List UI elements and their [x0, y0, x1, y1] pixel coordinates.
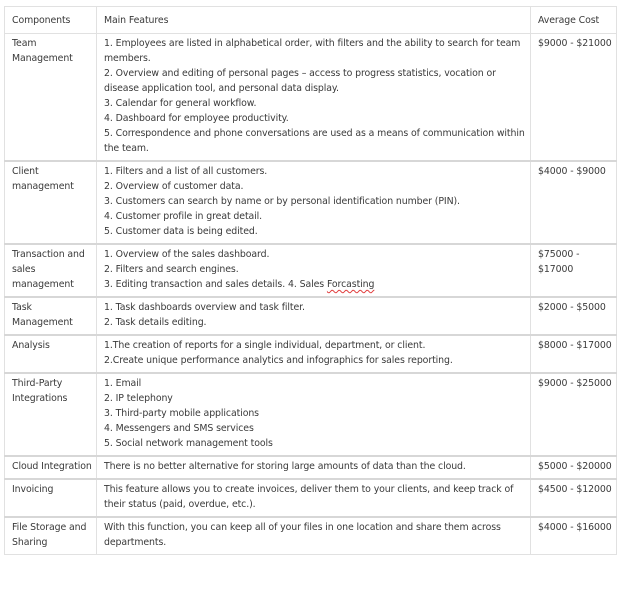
features-cell [97, 34, 531, 162]
component-cell: Third-Party Integrations [5, 373, 97, 456]
feature-item: 4. Dashboard for employee productivity. [104, 113, 289, 124]
feature-item: 4. Messengers and SMS services [104, 423, 254, 434]
feature-item: 1. Task dashboards overview and task filter. [104, 302, 305, 313]
features-cost-table [4, 6, 617, 555]
component-cell: Transaction and sales management [5, 244, 97, 297]
feature-item: 1.The creation of reports for a single individual, department, or client. [104, 340, 426, 351]
cost-cell: $4000 - $9000 [531, 161, 617, 244]
feature-item: 2. Overview and editing of personal pages – access to progress statistics, vocation or disease application tool, and personal data display. [104, 68, 496, 94]
feature-item: 4. Customer profile in great detail. [104, 211, 263, 222]
table-row [5, 34, 617, 162]
component-cell: Cloud Integration [5, 456, 97, 479]
table-row [5, 456, 617, 479]
component-cell: Analysis [5, 335, 97, 373]
cost-cell: $4000 - $16000 [531, 517, 617, 555]
cost-cell: $9000 - $25000 [531, 373, 617, 456]
component-cell: Task Management [5, 297, 97, 335]
header-main-features: Main Features [97, 7, 531, 34]
features-cell [97, 479, 531, 517]
component-cell: Client management [5, 161, 97, 244]
feature-item [104, 277, 527, 292]
component-cell: File Storage and Sharing [5, 517, 97, 555]
feature-item: 2. Filters and search engines. [104, 264, 239, 275]
features-cell [97, 335, 531, 373]
header-average-cost: Average Cost [531, 7, 617, 34]
features-cell [97, 244, 531, 297]
feature-item: 5. Social network management tools [104, 438, 273, 449]
feature-item: 1. Employees are listed in alphabetical order, with filters and the ability to search for team members. [104, 38, 521, 64]
table-row [5, 517, 617, 555]
component-cell: Team Management [5, 34, 97, 162]
feature-item: 2.Create unique performance analytics and infographics for sales reporting. [104, 355, 453, 366]
component-cell: Invoicing [5, 479, 97, 517]
feature-item: 3. Third-party mobile applications [104, 408, 259, 419]
misspelled-word: Forcasting [326, 279, 375, 290]
features-cell [97, 517, 531, 555]
feature-item: This feature allows you to create invoices, deliver them to your clients, and keep track of their status (paid, overdue, etc.). [104, 484, 514, 510]
header-components: Components [5, 7, 97, 34]
feature-item: 1. Overview of the sales dashboard. [104, 249, 270, 260]
cost-cell: $75000 - $17000 [531, 244, 617, 297]
features-cell [97, 297, 531, 335]
table-row [5, 335, 617, 373]
feature-item: 2. IP telephony [104, 393, 173, 404]
table-header-row [5, 7, 617, 34]
cost-cell: $4500 - $12000 [531, 479, 617, 517]
features-cell [97, 373, 531, 456]
feature-item: There is no better alternative for storing large amounts of data than the cloud. [104, 461, 466, 472]
feature-item: 1. Email [104, 378, 142, 389]
feature-item: 2. Task details editing. [104, 317, 207, 328]
feature-item: 5. Correspondence and phone conversations are used as a means of communication within the team. [104, 128, 525, 154]
table-row [5, 244, 617, 297]
cost-cell: $8000 - $17000 [531, 335, 617, 373]
features-cell [97, 456, 531, 479]
feature-item-text: 3. Editing transaction and sales details. 4. Sales [104, 279, 327, 290]
table-row [5, 161, 617, 244]
feature-item: With this function, you can keep all of your files in one location and share them across departments. [104, 522, 501, 548]
feature-item: 5. Customer data is being edited. [104, 226, 258, 237]
feature-item: 2. Overview of customer data. [104, 181, 244, 192]
table-row [5, 297, 617, 335]
features-cell [97, 161, 531, 244]
feature-item: 3. Calendar for general workflow. [104, 98, 257, 109]
cost-cell: $2000 - $5000 [531, 297, 617, 335]
table-row [5, 479, 617, 517]
feature-item: 3. Customers can search by name or by personal identification number (PIN). [104, 196, 460, 207]
table-row [5, 373, 617, 456]
feature-item: 1. Filters and a list of all customers. [104, 166, 268, 177]
cost-cell: $5000 - $20000 [531, 456, 617, 479]
cost-cell: $9000 - $21000 [531, 34, 617, 162]
